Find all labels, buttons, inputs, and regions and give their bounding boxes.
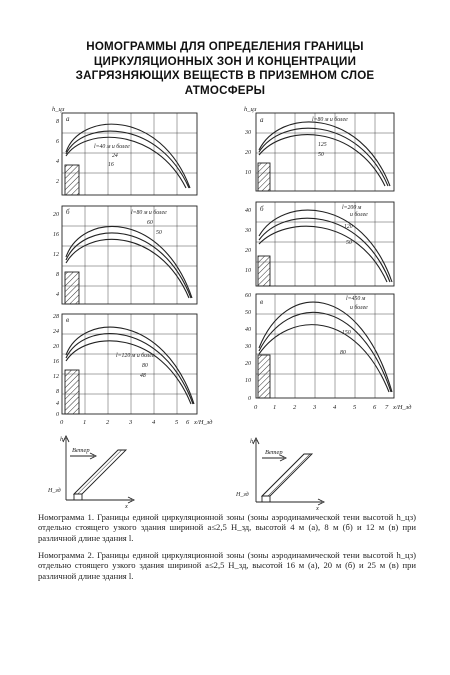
curve-label: 125 [318, 142, 327, 148]
building-hatch [258, 355, 270, 398]
xtick: 6 [373, 404, 377, 411]
right-panel-b-frame [256, 202, 394, 286]
xtick: 0 [254, 404, 258, 411]
ytick: 6 [56, 139, 59, 145]
wind-label: Ветер [265, 449, 283, 456]
curve-label: и более [350, 212, 368, 218]
left-panel-a-frame [62, 113, 197, 195]
ytick: 2 [56, 179, 59, 185]
ytick: 0 [248, 396, 251, 402]
ytick: 28 [53, 314, 59, 320]
curve-label: 80 [340, 350, 346, 356]
panel-letter: б [260, 205, 264, 213]
building-hatch [74, 450, 126, 494]
left-panel-c [53, 314, 197, 418]
curve-50 [66, 239, 189, 298]
ytick: 20 [245, 248, 251, 254]
xtick: 5 [353, 404, 357, 411]
left-panel-b [53, 206, 197, 304]
right-xticks [254, 404, 412, 411]
curve-label: 80 [142, 363, 148, 369]
right-panel-a [244, 113, 394, 191]
curve-label: 24 [112, 153, 118, 159]
ytick: 24 [53, 329, 59, 335]
axis-label-h-building: H_зд [236, 492, 249, 498]
xtick: 4 [152, 419, 156, 426]
ytick: 20 [245, 150, 251, 156]
ytick: 20 [53, 212, 59, 218]
xtick: 1 [273, 404, 277, 411]
curve-label: 120 [344, 224, 353, 230]
panel-letter: а [66, 115, 70, 123]
curve-label: 50 [346, 240, 352, 246]
axis-label-h: h [60, 436, 64, 443]
left-axis-label: h_цз [52, 106, 65, 113]
wind-label: Ветер [72, 447, 90, 454]
curve-label: 16 [108, 162, 114, 168]
ytick: 30 [245, 228, 251, 234]
ytick: 50 [245, 310, 251, 316]
curve-label: 60 [147, 220, 153, 226]
ytick: 8 [56, 272, 59, 278]
ytick: 10 [245, 378, 251, 384]
curve-label: l=80 м и более [131, 210, 167, 216]
building-hatch [65, 370, 79, 414]
curve-60 [66, 233, 191, 298]
curve-label: и более [350, 305, 368, 311]
building-hatch [65, 272, 79, 304]
right-schematic [235, 438, 324, 512]
ytick: 20 [53, 344, 59, 350]
ytick: 8 [56, 389, 59, 395]
ytick: 16 [53, 359, 59, 365]
ytick: 40 [245, 208, 251, 214]
xlabel: x/H_зд [194, 419, 213, 426]
xtick: 7 [385, 404, 389, 411]
curve-150 [259, 312, 391, 392]
curve-80 [259, 325, 389, 392]
right-nomogram [244, 106, 412, 411]
curve-label: l=80 м и более [312, 117, 348, 123]
title-line-4: АТМОСФЕРЫ [184, 83, 266, 97]
right-panel-a-frame [256, 113, 394, 191]
xtick: 6 [186, 419, 190, 426]
caption-nomogram-2: Номограмма 2. Границы единой циркуляционной зоны (зоны аэродинамической тени высотой h_цз) отдельно стоящего узкого здания шириной a≤2,5 H_зд, высотой 16 м (а), 20 м (б) и 25 м (в) при различной длине здания l. [38, 550, 416, 581]
panel-letter: в [66, 316, 70, 324]
building-hatch [65, 165, 79, 195]
xtick: 4 [333, 404, 337, 411]
xlabel: x/H_зд [393, 404, 412, 411]
left-nomogram [52, 106, 213, 426]
title-line-2: ЦИРКУЛЯЦИОННЫХ ЗОН И КОНЦЕНТРАЦИИ [93, 54, 357, 68]
panel-letter: а [260, 116, 264, 124]
axis-label-h-building: H_зд [48, 488, 61, 494]
axis-label-x: x [316, 505, 319, 512]
panel-letter: в [260, 298, 264, 306]
building-hatch [262, 454, 312, 496]
caption-nomogram-1: Номограмма 1. Границы единой циркуляционной зоны (зоны аэродинамической тени высотой h_цз) отдельно стоящего узкого здания шириной a≤2,5 H_зд, высотой 4 м (а), 8 м (б) и 12 м (в) при различной длине здания l. [38, 512, 416, 543]
xtick: 2 [293, 404, 297, 411]
curve-label: l=200 м [342, 205, 362, 211]
xtick: 0 [60, 419, 64, 426]
axis-label-x: x [125, 503, 128, 510]
ytick: 60 [245, 293, 251, 299]
ytick: 40 [245, 327, 251, 333]
curve-label: l=450 м [346, 296, 366, 302]
right-axis-label: h_цз [244, 106, 257, 113]
curve-label: 48 [140, 373, 146, 379]
ytick: 10 [245, 268, 251, 274]
curve-label: 50 [156, 230, 162, 236]
left-schematic [47, 436, 134, 510]
ytick: 10 [245, 170, 251, 176]
ytick: 0 [56, 412, 59, 418]
xtick: 5 [175, 419, 179, 426]
building-hatch [258, 256, 270, 286]
title-line-1: НОМОГРАММЫ ДЛЯ ОПРЕДЕЛЕНИЯ ГРАНИЦЫ [86, 40, 364, 53]
curve-label: l=120 м и более [116, 353, 155, 359]
ytick: 12 [53, 374, 59, 380]
left-panel-b-frame [62, 206, 197, 304]
curve-48 [66, 341, 191, 404]
ytick: 8 [56, 119, 59, 125]
ytick: 30 [245, 130, 251, 136]
curve-50 [259, 226, 387, 282]
xtick: 2 [106, 419, 110, 426]
title-line-3: ЗАГРЯЗНЯЮЩИХ ВЕЩЕСТВ В ПРИЗЕМНОМ СЛОЕ [75, 69, 375, 82]
ytick: 4 [56, 292, 59, 298]
ytick: 12 [53, 252, 59, 258]
xtick: 3 [129, 419, 133, 426]
building-hatch [258, 163, 270, 191]
panel-letter: б [66, 208, 70, 216]
ytick: 4 [56, 401, 59, 407]
left-panel-c-frame [62, 314, 197, 414]
left-xticks [60, 419, 213, 426]
ytick: 20 [245, 361, 251, 367]
right-panel-b [244, 202, 394, 286]
ytick: 16 [53, 232, 59, 238]
left-panel-a [56, 113, 197, 195]
ytick: 4 [56, 159, 59, 165]
curve-label: 50 [318, 152, 324, 158]
xtick: 1 [83, 419, 87, 426]
curve-l450 [259, 302, 392, 392]
axis-label-h: h [250, 438, 254, 445]
curve-l80 [259, 122, 390, 186]
curve-label: 150 [342, 330, 351, 336]
right-panel-c [244, 293, 394, 402]
ytick: 30 [245, 344, 251, 350]
curve-label: l=40 м и более [94, 144, 130, 150]
xtick: 3 [313, 404, 317, 411]
